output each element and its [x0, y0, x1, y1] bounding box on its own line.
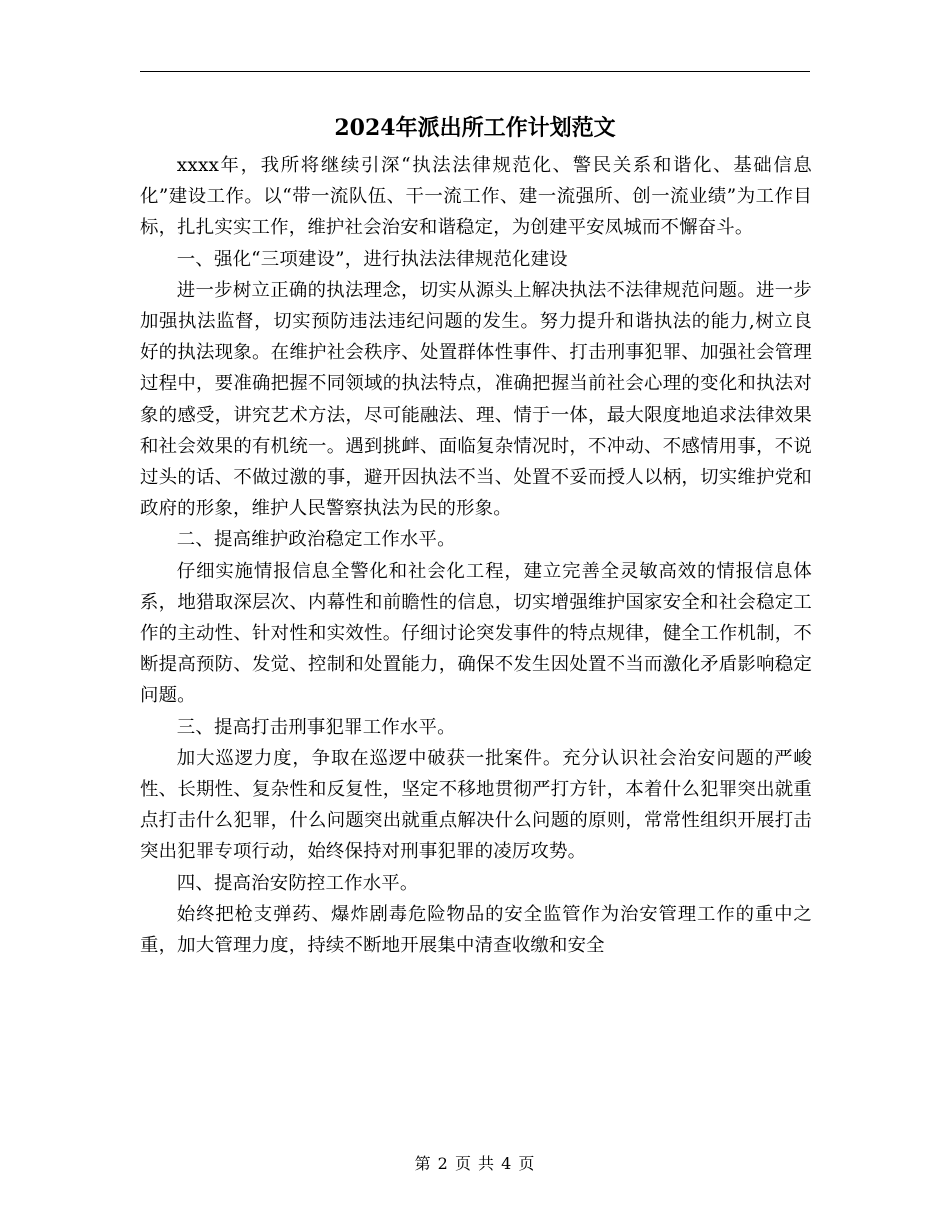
section-paragraph-4: 始终把枪支弹药、爆炸剧毒危险物品的安全监管作为治安管理工作的重中之重，加大管理力度，持续不断地开展集中清查收缴和安全 [140, 903, 812, 957]
header-rule [140, 71, 810, 72]
section-paragraph-2: 仔细实施情报信息全警化和社会化工程，建立完善全灵敏高效的情报信息体系，地猎取深层次、内幕性和前瞻性的信息，切实增强维护国家安全和社会稳定工作的主动性、针对性和实效性。仔细讨论突发事件的特点规律，健全工作机制，不断提高预防、发觉、控制和处置能力，确保不发生因处置不当而激化矛盾影响稳定问题。 [140, 560, 812, 707]
section-heading-2: 二、提高维护政治稳定工作水平。 [176, 529, 456, 551]
section-heading-4: 四、提高治安防控工作水平。 [176, 872, 419, 894]
section-paragraph-3: 加大巡逻力度，争取在巡逻中破获一批案件。充分认识社会治安问题的严峻性、长期性、复杂性和反复性，坚定不移地贯彻严打方针，本着什么犯罪突出就重点打击什么犯罪，什么问题突出就重点解决什么问题的原则，常常性组织开展打击突出犯罪专项行动，始终保持对刑事犯罪的凌厉攻势。 [140, 747, 812, 863]
page-number-footer: 第 2 页 共 4 页 [414, 1154, 536, 1173]
section-heading-1: 一、强化“三项建设”，进行执法法律规范化建设 [176, 248, 568, 270]
document-title: 2024年派出所工作计划范文 [334, 115, 616, 141]
intro-paragraph: xxxx年，我所将继续引深“执法法律规范化、警民关系和谐化、基础信息化”建设工作。以“带一流队伍、干一流工作、建一流强所、创一流业绩”为工作目标，扎扎实实工作，维护社会治安和谐稳定，为创建平安凤城而不懈奋斗。 [140, 155, 812, 239]
section-heading-3: 三、提高打击刑事犯罪工作水平。 [176, 716, 456, 738]
section-paragraph-1: 进一步树立正确的执法理念，切实从源头上解决执法不法律规范问题。进一步加强执法监督，切实预防违法违纪问题的发生。努力提升和谐执法的能力,树立良好的执法现象。在维护社会秩序、处置群体性事件、打击刑事犯罪、加强社会管理过程中，要准确把握不同领域的执法特点，准确把握当前社会心理的变化和执法对象的感受，讲究艺术方法，尽可能融法、理、情于一体，最大限度地追求法律效果和社会效果的有机统一。遇到挑衅、面临复杂情况时，不冲动、不感情用事，不说过头的话、不做过激的事，避开因执法不当、处置不妥而授人以柄，切实维护党和政府的形象，维护人民警察执法为民的形象。 [140, 279, 812, 520]
document-body [140, 150, 812, 961]
